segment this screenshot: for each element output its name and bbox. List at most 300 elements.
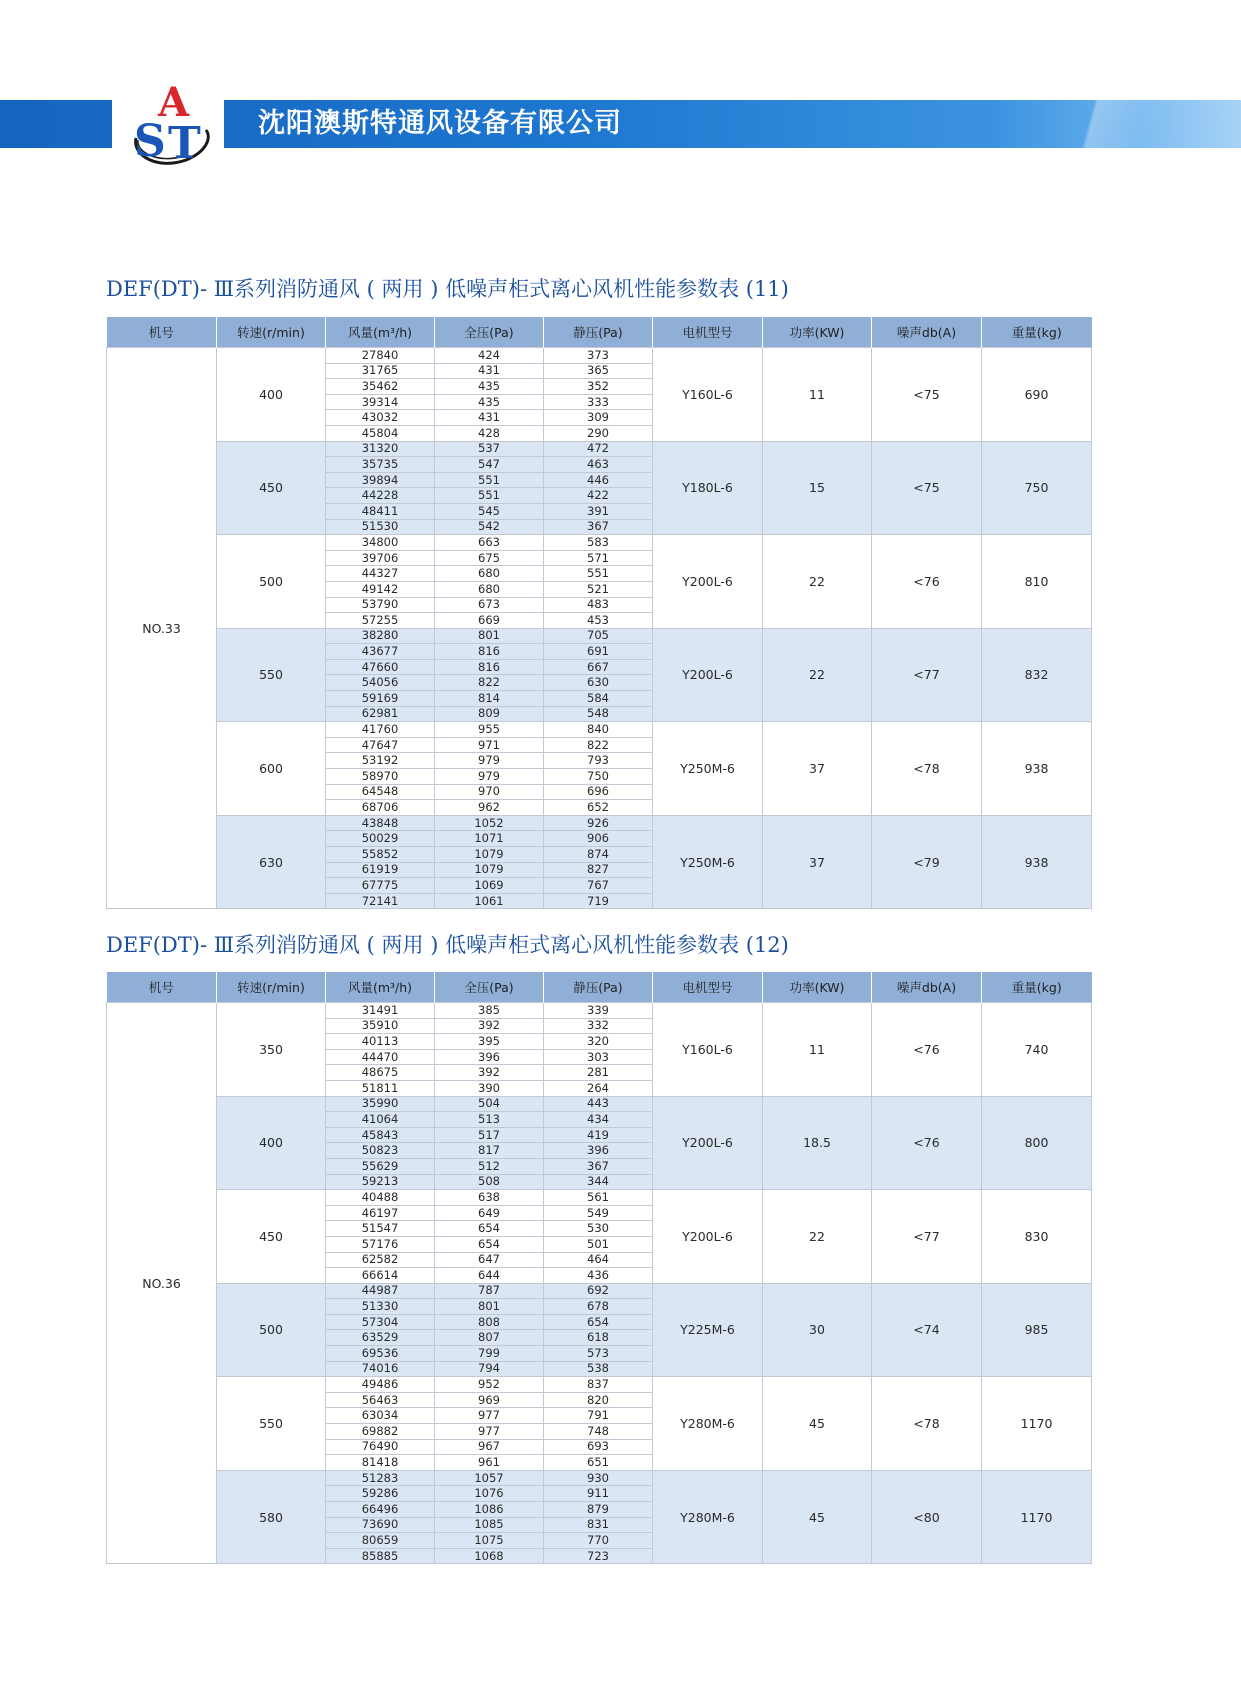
- power-cell: 22: [763, 1190, 872, 1284]
- col-header-power: 功率(KW): [763, 972, 872, 1003]
- total-pressure-cell: 801: [435, 1299, 544, 1315]
- airflow-cell: 40488: [326, 1190, 435, 1206]
- total-pressure-cell: 504: [435, 1096, 544, 1112]
- airflow-cell: 51283: [326, 1470, 435, 1486]
- static-pressure-cell: 332: [544, 1018, 653, 1034]
- company-logo: [128, 78, 216, 168]
- motor-cell: Y225M-6: [653, 1283, 763, 1377]
- static-pressure-cell: 333: [544, 394, 653, 410]
- static-pressure-cell: 391: [544, 503, 653, 519]
- total-pressure-cell: 969: [435, 1392, 544, 1408]
- airflow-cell: 51811: [326, 1080, 435, 1096]
- airflow-cell: 73690: [326, 1517, 435, 1533]
- airflow-cell: 51547: [326, 1221, 435, 1237]
- static-pressure-cell: 344: [544, 1174, 653, 1190]
- static-pressure-cell: 264: [544, 1080, 653, 1096]
- airflow-cell: 61919: [326, 862, 435, 878]
- total-pressure-cell: 673: [435, 597, 544, 613]
- airflow-cell: 80659: [326, 1533, 435, 1549]
- airflow-cell: 58970: [326, 769, 435, 785]
- col-header-airflow: 风量(m³/h): [326, 317, 435, 348]
- total-pressure-cell: 1075: [435, 1533, 544, 1549]
- static-pressure-cell: 651: [544, 1455, 653, 1471]
- noise-cell: <76: [872, 1096, 982, 1190]
- static-pressure-cell: 911: [544, 1486, 653, 1502]
- noise-cell: <76: [872, 1003, 982, 1097]
- power-cell: 11: [763, 1003, 872, 1097]
- weight-cell: 740: [982, 1003, 1092, 1097]
- static-pressure-cell: 549: [544, 1205, 653, 1221]
- noise-cell: <79: [872, 815, 982, 909]
- col-header-speed: 转速(r/min): [217, 317, 326, 348]
- motor-cell: Y160L-6: [653, 348, 763, 442]
- weight-cell: 1170: [982, 1377, 1092, 1471]
- total-pressure-cell: 663: [435, 535, 544, 551]
- power-cell: 45: [763, 1470, 872, 1564]
- speed-cell: 450: [217, 1190, 326, 1284]
- total-pressure-cell: 537: [435, 441, 544, 457]
- total-pressure-cell: 680: [435, 581, 544, 597]
- static-pressure-cell: 453: [544, 613, 653, 629]
- motor-cell: Y180L-6: [653, 441, 763, 535]
- static-pressure-cell: 434: [544, 1112, 653, 1128]
- total-pressure-cell: 428: [435, 425, 544, 441]
- airflow-cell: 56463: [326, 1392, 435, 1408]
- speed-cell: 500: [217, 1283, 326, 1377]
- airflow-cell: 38280: [326, 628, 435, 644]
- table-title-12: DEF(DT)- Ⅲ系列消防通风 ( 两用 ) 低噪声柜式离心风机性能参数表 (12): [106, 933, 789, 957]
- noise-cell: <78: [872, 1377, 982, 1471]
- static-pressure-cell: 820: [544, 1392, 653, 1408]
- total-pressure-cell: 1079: [435, 862, 544, 878]
- airflow-cell: 69536: [326, 1346, 435, 1362]
- speed-cell: 580: [217, 1470, 326, 1564]
- noise-cell: <80: [872, 1470, 982, 1564]
- airflow-cell: 54056: [326, 675, 435, 691]
- static-pressure-cell: 290: [544, 425, 653, 441]
- total-pressure-cell: 435: [435, 379, 544, 395]
- motor-cell: Y200L-6: [653, 1096, 763, 1190]
- static-pressure-cell: 750: [544, 769, 653, 785]
- static-pressure-cell: 352: [544, 379, 653, 395]
- total-pressure-cell: 545: [435, 503, 544, 519]
- static-pressure-cell: 930: [544, 1470, 653, 1486]
- col-header-static-pressure: 静压(Pa): [544, 317, 653, 348]
- static-pressure-cell: 436: [544, 1268, 653, 1284]
- table-title-11: DEF(DT)- Ⅲ系列消防通风 ( 两用 ) 低噪声柜式离心风机性能参数表 (11): [106, 277, 789, 301]
- total-pressure-cell: 977: [435, 1424, 544, 1440]
- noise-cell: <74: [872, 1283, 982, 1377]
- total-pressure-cell: 967: [435, 1439, 544, 1455]
- col-header-airflow: 风量(m³/h): [326, 972, 435, 1003]
- power-cell: 37: [763, 815, 872, 909]
- col-header-model: 机号: [107, 972, 217, 1003]
- total-pressure-cell: 822: [435, 675, 544, 691]
- airflow-cell: 31765: [326, 363, 435, 379]
- airflow-cell: 76490: [326, 1439, 435, 1455]
- airflow-cell: 55852: [326, 847, 435, 863]
- static-pressure-cell: 281: [544, 1065, 653, 1081]
- table-row: [107, 441, 1092, 457]
- airflow-cell: 41760: [326, 722, 435, 738]
- col-header-weight: 重量(kg): [982, 972, 1092, 1003]
- motor-cell: Y160L-6: [653, 1003, 763, 1097]
- total-pressure-cell: 971: [435, 737, 544, 753]
- total-pressure-cell: 513: [435, 1112, 544, 1128]
- static-pressure-cell: 583: [544, 535, 653, 551]
- total-pressure-cell: 1069: [435, 878, 544, 894]
- speed-cell: 400: [217, 1096, 326, 1190]
- static-pressure-cell: 654: [544, 1314, 653, 1330]
- motor-cell: Y280M-6: [653, 1377, 763, 1471]
- airflow-cell: 44987: [326, 1283, 435, 1299]
- airflow-cell: 55629: [326, 1158, 435, 1174]
- static-pressure-cell: 696: [544, 784, 653, 800]
- total-pressure-cell: 1057: [435, 1470, 544, 1486]
- total-pressure-cell: 396: [435, 1049, 544, 1065]
- col-header-total-pressure: 全压(Pa): [435, 317, 544, 348]
- power-cell: 30: [763, 1283, 872, 1377]
- airflow-cell: 67775: [326, 878, 435, 894]
- airflow-cell: 50029: [326, 831, 435, 847]
- svg-text:A: A: [158, 79, 190, 126]
- weight-cell: 830: [982, 1190, 1092, 1284]
- airflow-cell: 44470: [326, 1049, 435, 1065]
- airflow-cell: 53790: [326, 597, 435, 613]
- static-pressure-cell: 879: [544, 1502, 653, 1518]
- total-pressure-cell: 977: [435, 1408, 544, 1424]
- airflow-cell: 31320: [326, 441, 435, 457]
- table-row: [107, 1377, 1092, 1393]
- total-pressure-cell: 1061: [435, 893, 544, 909]
- total-pressure-cell: 1085: [435, 1517, 544, 1533]
- total-pressure-cell: 962: [435, 800, 544, 816]
- airflow-cell: 57176: [326, 1236, 435, 1252]
- static-pressure-cell: 573: [544, 1346, 653, 1362]
- static-pressure-cell: 419: [544, 1127, 653, 1143]
- col-header-weight: 重量(kg): [982, 317, 1092, 348]
- airflow-cell: 39314: [326, 394, 435, 410]
- total-pressure-cell: 955: [435, 722, 544, 738]
- airflow-cell: 59169: [326, 691, 435, 707]
- weight-cell: 690: [982, 348, 1092, 442]
- col-header-motor: 电机型号: [653, 972, 763, 1003]
- static-pressure-cell: 339: [544, 1003, 653, 1019]
- total-pressure-cell: 1068: [435, 1548, 544, 1564]
- motor-cell: Y250M-6: [653, 722, 763, 816]
- static-pressure-cell: 548: [544, 706, 653, 722]
- total-pressure-cell: 669: [435, 613, 544, 629]
- total-pressure-cell: 808: [435, 1314, 544, 1330]
- col-header-static-pressure: 静压(Pa): [544, 972, 653, 1003]
- table-row: [107, 628, 1092, 644]
- total-pressure-cell: 392: [435, 1065, 544, 1081]
- airflow-cell: 66614: [326, 1268, 435, 1284]
- total-pressure-cell: 644: [435, 1268, 544, 1284]
- airflow-cell: 63529: [326, 1330, 435, 1346]
- svg-text:T: T: [168, 118, 201, 168]
- static-pressure-cell: 561: [544, 1190, 653, 1206]
- airflow-cell: 43677: [326, 644, 435, 660]
- total-pressure-cell: 654: [435, 1236, 544, 1252]
- airflow-cell: 59286: [326, 1486, 435, 1502]
- airflow-cell: 47647: [326, 737, 435, 753]
- static-pressure-cell: 530: [544, 1221, 653, 1237]
- static-pressure-cell: 723: [544, 1548, 653, 1564]
- static-pressure-cell: 926: [544, 815, 653, 831]
- table-row: [107, 815, 1092, 831]
- power-cell: 18.5: [763, 1096, 872, 1190]
- total-pressure-cell: 547: [435, 457, 544, 473]
- speed-cell: 550: [217, 1377, 326, 1471]
- static-pressure-cell: 793: [544, 753, 653, 769]
- airflow-cell: 43032: [326, 410, 435, 426]
- noise-cell: <77: [872, 628, 982, 722]
- total-pressure-cell: 799: [435, 1346, 544, 1362]
- airflow-cell: 51530: [326, 519, 435, 535]
- total-pressure-cell: 512: [435, 1158, 544, 1174]
- model-cell: NO.33: [107, 348, 217, 909]
- airflow-cell: 45843: [326, 1127, 435, 1143]
- total-pressure-cell: 675: [435, 550, 544, 566]
- noise-cell: <76: [872, 535, 982, 629]
- speed-cell: 400: [217, 348, 326, 442]
- noise-cell: <75: [872, 441, 982, 535]
- total-pressure-cell: 961: [435, 1455, 544, 1471]
- airflow-cell: 59213: [326, 1174, 435, 1190]
- total-pressure-cell: 1086: [435, 1502, 544, 1518]
- airflow-cell: 34800: [326, 535, 435, 551]
- static-pressure-cell: 618: [544, 1330, 653, 1346]
- airflow-cell: 43848: [326, 815, 435, 831]
- weight-cell: 800: [982, 1096, 1092, 1190]
- table-row: [107, 1003, 1092, 1019]
- airflow-cell: 72141: [326, 893, 435, 909]
- static-pressure-cell: 693: [544, 1439, 653, 1455]
- total-pressure-cell: 1071: [435, 831, 544, 847]
- power-cell: 22: [763, 628, 872, 722]
- airflow-cell: 46197: [326, 1205, 435, 1221]
- static-pressure-cell: 837: [544, 1377, 653, 1393]
- airflow-cell: 41064: [326, 1112, 435, 1128]
- total-pressure-cell: 809: [435, 706, 544, 722]
- speed-cell: 600: [217, 722, 326, 816]
- static-pressure-cell: 551: [544, 566, 653, 582]
- airflow-cell: 74016: [326, 1361, 435, 1377]
- airflow-cell: 44327: [326, 566, 435, 582]
- static-pressure-cell: 705: [544, 628, 653, 644]
- airflow-cell: 47660: [326, 659, 435, 675]
- weight-cell: 985: [982, 1283, 1092, 1377]
- static-pressure-cell: 831: [544, 1517, 653, 1533]
- power-cell: 45: [763, 1377, 872, 1471]
- airflow-cell: 68706: [326, 800, 435, 816]
- static-pressure-cell: 443: [544, 1096, 653, 1112]
- static-pressure-cell: 463: [544, 457, 653, 473]
- noise-cell: <78: [872, 722, 982, 816]
- total-pressure-cell: 801: [435, 628, 544, 644]
- total-pressure-cell: 817: [435, 1143, 544, 1159]
- static-pressure-cell: 422: [544, 488, 653, 504]
- static-pressure-cell: 367: [544, 519, 653, 535]
- total-pressure-cell: 431: [435, 363, 544, 379]
- static-pressure-cell: 320: [544, 1034, 653, 1050]
- airflow-cell: 35990: [326, 1096, 435, 1112]
- total-pressure-cell: 385: [435, 1003, 544, 1019]
- motor-cell: Y250M-6: [653, 815, 763, 909]
- total-pressure-cell: 551: [435, 472, 544, 488]
- svg-text:S: S: [134, 116, 166, 167]
- airflow-cell: 48675: [326, 1065, 435, 1081]
- company-name: 沈阳澳斯特通风设备有限公司: [258, 108, 622, 139]
- airflow-cell: 85885: [326, 1548, 435, 1564]
- airflow-cell: 45804: [326, 425, 435, 441]
- airflow-cell: 81418: [326, 1455, 435, 1471]
- airflow-cell: 62582: [326, 1252, 435, 1268]
- airflow-cell: 62981: [326, 706, 435, 722]
- airflow-cell: 49486: [326, 1377, 435, 1393]
- airflow-cell: 35462: [326, 379, 435, 395]
- static-pressure-cell: 906: [544, 831, 653, 847]
- speed-cell: 630: [217, 815, 326, 909]
- col-header-total-pressure: 全压(Pa): [435, 972, 544, 1003]
- airflow-cell: 44228: [326, 488, 435, 504]
- speed-cell: 550: [217, 628, 326, 722]
- total-pressure-cell: 508: [435, 1174, 544, 1190]
- static-pressure-cell: 770: [544, 1533, 653, 1549]
- static-pressure-cell: 827: [544, 862, 653, 878]
- static-pressure-cell: 309: [544, 410, 653, 426]
- total-pressure-cell: 680: [435, 566, 544, 582]
- static-pressure-cell: 791: [544, 1408, 653, 1424]
- static-pressure-cell: 767: [544, 878, 653, 894]
- speed-cell: 500: [217, 535, 326, 629]
- noise-cell: <77: [872, 1190, 982, 1284]
- static-pressure-cell: 521: [544, 581, 653, 597]
- static-pressure-cell: 446: [544, 472, 653, 488]
- total-pressure-cell: 638: [435, 1190, 544, 1206]
- total-pressure-cell: 1079: [435, 847, 544, 863]
- static-pressure-cell: 501: [544, 1236, 653, 1252]
- speed-cell: 350: [217, 1003, 326, 1097]
- total-pressure-cell: 787: [435, 1283, 544, 1299]
- total-pressure-cell: 979: [435, 769, 544, 785]
- speed-cell: 450: [217, 441, 326, 535]
- static-pressure-cell: 538: [544, 1361, 653, 1377]
- performance-table-12: [106, 972, 1092, 1564]
- static-pressure-cell: 630: [544, 675, 653, 691]
- table-row: [107, 348, 1092, 364]
- table-row: [107, 1096, 1092, 1112]
- weight-cell: 750: [982, 441, 1092, 535]
- total-pressure-cell: 551: [435, 488, 544, 504]
- total-pressure-cell: 794: [435, 1361, 544, 1377]
- static-pressure-cell: 874: [544, 847, 653, 863]
- total-pressure-cell: 392: [435, 1018, 544, 1034]
- airflow-cell: 35735: [326, 457, 435, 473]
- static-pressure-cell: 367: [544, 1158, 653, 1174]
- static-pressure-cell: 303: [544, 1049, 653, 1065]
- static-pressure-cell: 373: [544, 348, 653, 364]
- total-pressure-cell: 816: [435, 659, 544, 675]
- total-pressure-cell: 390: [435, 1080, 544, 1096]
- static-pressure-cell: 464: [544, 1252, 653, 1268]
- total-pressure-cell: 970: [435, 784, 544, 800]
- airflow-cell: 27840: [326, 348, 435, 364]
- table-row: [107, 722, 1092, 738]
- table-row: [107, 1190, 1092, 1206]
- airflow-cell: 66496: [326, 1502, 435, 1518]
- col-header-motor: 电机型号: [653, 317, 763, 348]
- static-pressure-cell: 396: [544, 1143, 653, 1159]
- static-pressure-cell: 678: [544, 1299, 653, 1315]
- weight-cell: 938: [982, 815, 1092, 909]
- total-pressure-cell: 517: [435, 1127, 544, 1143]
- table-row: [107, 1283, 1092, 1299]
- total-pressure-cell: 435: [435, 394, 544, 410]
- airflow-cell: 63034: [326, 1408, 435, 1424]
- weight-cell: 810: [982, 535, 1092, 629]
- airflow-cell: 39894: [326, 472, 435, 488]
- total-pressure-cell: 647: [435, 1252, 544, 1268]
- total-pressure-cell: 395: [435, 1034, 544, 1050]
- static-pressure-cell: 483: [544, 597, 653, 613]
- model-cell: NO.36: [107, 1003, 217, 1564]
- banner-gloss: [900, 100, 1241, 148]
- motor-cell: Y280M-6: [653, 1470, 763, 1564]
- motor-cell: Y200L-6: [653, 535, 763, 629]
- col-header-model: 机号: [107, 317, 217, 348]
- col-header-noise: 噪声db(A): [872, 972, 982, 1003]
- airflow-cell: 57304: [326, 1314, 435, 1330]
- total-pressure-cell: 424: [435, 348, 544, 364]
- col-header-power: 功率(KW): [763, 317, 872, 348]
- power-cell: 37: [763, 722, 872, 816]
- airflow-cell: 39706: [326, 550, 435, 566]
- weight-cell: 938: [982, 722, 1092, 816]
- col-header-noise: 噪声db(A): [872, 317, 982, 348]
- total-pressure-cell: 1076: [435, 1486, 544, 1502]
- static-pressure-cell: 652: [544, 800, 653, 816]
- performance-table-11: [106, 317, 1092, 909]
- weight-cell: 1170: [982, 1470, 1092, 1564]
- power-cell: 22: [763, 535, 872, 629]
- static-pressure-cell: 571: [544, 550, 653, 566]
- power-cell: 11: [763, 348, 872, 442]
- airflow-cell: 48411: [326, 503, 435, 519]
- airflow-cell: 49142: [326, 581, 435, 597]
- static-pressure-cell: 719: [544, 893, 653, 909]
- static-pressure-cell: 691: [544, 644, 653, 660]
- static-pressure-cell: 584: [544, 691, 653, 707]
- static-pressure-cell: 748: [544, 1424, 653, 1440]
- power-cell: 15: [763, 441, 872, 535]
- total-pressure-cell: 807: [435, 1330, 544, 1346]
- airflow-cell: 35910: [326, 1018, 435, 1034]
- airflow-cell: 50823: [326, 1143, 435, 1159]
- motor-cell: Y200L-6: [653, 1190, 763, 1284]
- airflow-cell: 64548: [326, 784, 435, 800]
- airflow-cell: 57255: [326, 613, 435, 629]
- total-pressure-cell: 654: [435, 1221, 544, 1237]
- weight-cell: 832: [982, 628, 1092, 722]
- total-pressure-cell: 952: [435, 1377, 544, 1393]
- motor-cell: Y200L-6: [653, 628, 763, 722]
- airflow-cell: 53192: [326, 753, 435, 769]
- col-header-speed: 转速(r/min): [217, 972, 326, 1003]
- airflow-cell: 31491: [326, 1003, 435, 1019]
- noise-cell: <75: [872, 348, 982, 442]
